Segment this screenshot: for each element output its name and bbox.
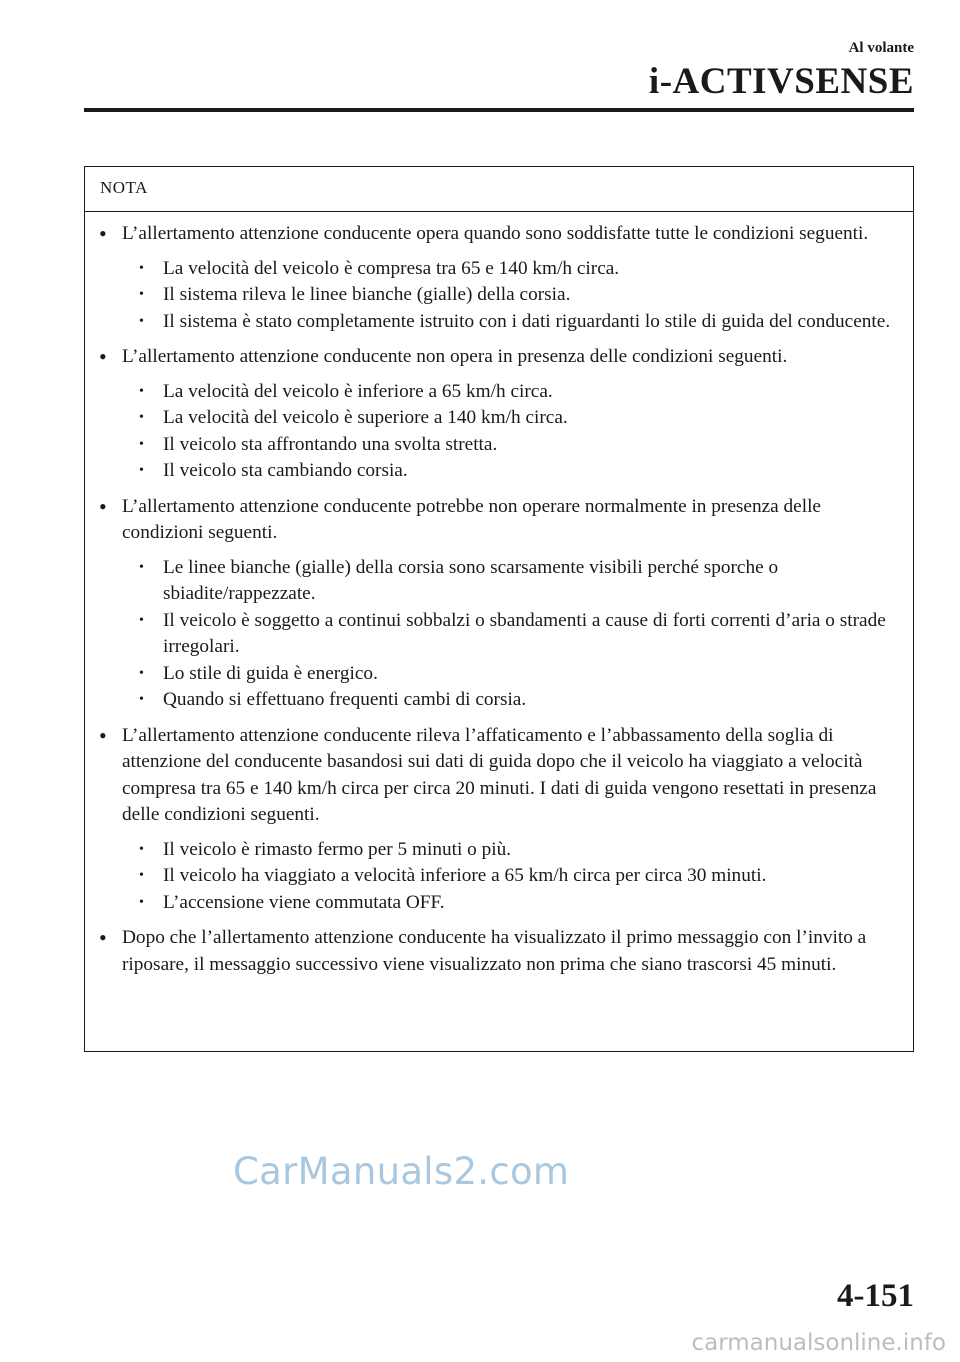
note-subitem: • La velocità del veicolo è inferiore a 65 km/h circa. — [122, 379, 905, 406]
note-subitems — [122, 837, 905, 917]
note-item — [99, 925, 905, 978]
header-rule — [84, 108, 914, 112]
note-subitems — [122, 555, 905, 714]
watermark-logo: CarManuals2.com — [233, 1150, 570, 1193]
note-subitem: • Il sistema rileva le linee bianche (gialle) della corsia. — [122, 282, 905, 309]
note-subitems — [122, 256, 905, 336]
page-number: 4-151 — [837, 1278, 914, 1314]
footer-watermark-url: carmanualsonline.info — [691, 1330, 946, 1356]
note-item-text: • L’allertamento attenzione conducente non opera in presenza delle condizioni seguenti. — [122, 346, 788, 367]
note-subitem: • Il veicolo sta affrontando una svolta stretta. — [122, 432, 905, 459]
note-box — [84, 166, 914, 1052]
note-subitem: • Quando si effettuano frequenti cambi di corsia. — [122, 687, 905, 714]
note-item — [99, 344, 905, 485]
note-item-text: • L’allertamento attenzione conducente opera quando sono soddisfatte tutte le condizioni seguenti. — [122, 223, 869, 244]
note-body — [85, 212, 913, 978]
note-item — [99, 723, 905, 917]
note-heading: NOTA — [85, 167, 913, 212]
note-subitem: • Lo stile di guida è energico. — [122, 661, 905, 688]
note-subitems — [122, 379, 905, 485]
note-subitem: • L’accensione viene commutata OFF. — [122, 890, 905, 917]
note-subitem: • Il sistema è stato completamente istruito con i dati riguardanti lo stile di guida del conducente. — [122, 309, 905, 336]
note-item-text: • L’allertamento attenzione conducente potrebbe non operare normalmente in presenza delle condizioni seguenti. — [122, 495, 821, 543]
note-item — [99, 221, 905, 335]
note-subitem: • Il veicolo è soggetto a continui sobbalzi o sbandamenti a cause di forti correnti d’aria o strade irregolari. — [122, 608, 905, 661]
chapter-title: i-ACTIVSENSE — [648, 61, 914, 102]
note-item-text: • L’allertamento attenzione conducente rileva l’affaticamento e l’abbassamento della soglia di attenzione del conducente basandosi sui dati di guida dopo che il veicolo ha viaggiato a velocità compresa tra 65 e 140 km/h circa per circa 20 minuti. I dati di guida vengono resettati in presenza delle condizioni seguenti. — [122, 724, 877, 825]
note-subitem: • La velocità del veicolo è compresa tra 65 e 140 km/h circa. — [122, 256, 905, 283]
section-label: Al volante — [848, 40, 914, 56]
note-item-text: • Dopo che l’allertamento attenzione conducente ha visualizzato il primo messaggio con l’invito a riposare, il messaggio successivo viene visualizzato non prima che siano trascorsi 45 minuti. — [122, 927, 867, 975]
note-subitem: • Il veicolo sta cambiando corsia. — [122, 458, 905, 485]
note-subitem: • Le linee bianche (gialle) della corsia sono scarsamente visibili perché sporche o sbiadite/rappezzate. — [122, 555, 905, 608]
note-subitem: • Il veicolo ha viaggiato a velocità inferiore a 65 km/h circa per circa 30 minuti. — [122, 863, 905, 890]
note-item — [99, 494, 905, 714]
note-subitem: • Il veicolo è rimasto fermo per 5 minuti o più. — [122, 837, 905, 864]
note-subitem: • La velocità del veicolo è superiore a 140 km/h circa. — [122, 405, 905, 432]
